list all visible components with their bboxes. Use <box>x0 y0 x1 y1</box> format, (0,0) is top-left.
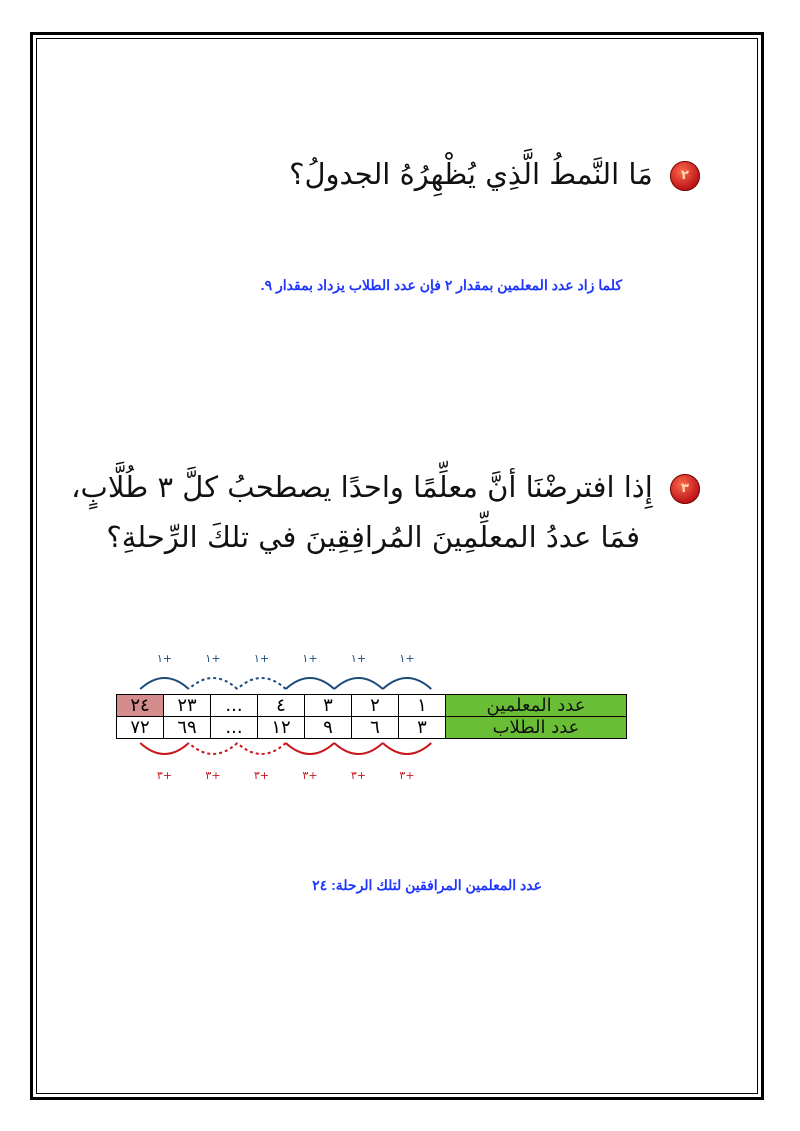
student-step-label: ٣+ <box>350 769 367 782</box>
student-step-arc <box>334 743 383 754</box>
teacher-step-label: ١+ <box>156 652 173 665</box>
student-cell: ٩ <box>305 717 352 739</box>
teacher-step-arc <box>286 678 335 689</box>
question-number-badge-icon: ٣ <box>670 474 700 504</box>
teacher-cell: ٣ <box>305 695 352 717</box>
student-cell: ... <box>211 717 258 739</box>
teacher-step-arc <box>189 678 238 689</box>
teachers-row-label: عدد المعلمين <box>446 695 627 717</box>
student-step-label: ٣+ <box>302 769 318 782</box>
teacher-cell: ٢ <box>352 695 399 717</box>
student-step-label: ٣+ <box>253 769 270 782</box>
teacher-cell: ٢٣ <box>164 695 211 717</box>
answer-2: عدد المعلمين المرافقين لتلك الرحلة: ٢٤ <box>312 877 542 893</box>
teacher-cell-answer: ٢٤ <box>117 695 164 717</box>
student-step-label: ٣+ <box>156 769 173 782</box>
teacher-step-label: ١+ <box>253 652 270 665</box>
question-1 <box>140 152 700 196</box>
student-cell: ١٢ <box>258 717 305 739</box>
teacher-step-arc <box>334 678 383 689</box>
students-row <box>117 717 627 739</box>
question-1-text: مَا النَّمطُ الَّذِي يُظْهِرُهُ الجدولُ؟ <box>289 157 653 191</box>
student-step-arc <box>286 743 335 754</box>
page-border-inner <box>36 38 758 1094</box>
teacher-cell: ٤ <box>258 695 305 717</box>
student-cell: ٦ <box>352 717 399 739</box>
teacher-step-label: ١+ <box>302 652 318 665</box>
teacher-step-arc <box>383 678 432 689</box>
student-step-arc <box>383 743 432 754</box>
teacher-step-label: ١+ <box>399 652 415 665</box>
teacher-step-arc <box>237 678 286 689</box>
pattern-table <box>116 694 627 739</box>
teachers-row <box>117 695 627 717</box>
teacher-cell: ١ <box>399 695 446 717</box>
question-2 <box>60 462 700 562</box>
student-step-arc <box>140 743 189 754</box>
student-step-arc <box>189 743 238 754</box>
teacher-step-label: ١+ <box>350 652 367 665</box>
student-cell: ٦٩ <box>164 717 211 739</box>
teacher-cell: ... <box>211 695 258 717</box>
pattern-table-figure <box>105 645 685 795</box>
teacher-step-arc <box>140 678 189 689</box>
question-number-badge-icon: ٢ <box>670 161 700 191</box>
student-cell: ٣ <box>399 717 446 739</box>
student-cell: ٧٢ <box>117 717 164 739</box>
student-step-arc <box>237 743 286 754</box>
question-2-line-1: إِذا افترضْنَا أنَّ معلِّمًا واحدًا يصطحبُ كلَّ ٣ طُلَّابٍ، <box>71 470 653 504</box>
question-2-line-2: فمَا عددُ المعلِّمِينَ المُرافِقِينَ في تلكَ الرِّحلةِ؟ <box>106 520 640 554</box>
student-step-label: ٣+ <box>205 769 221 782</box>
student-step-label: ٣+ <box>399 769 415 782</box>
answer-1: كلما زاد عدد المعلمين بمقدار ٢ فإن عدد الطلاب يزداد بمقدار ٩. <box>260 277 622 293</box>
students-row-label: عدد الطلاب <box>446 717 627 739</box>
teacher-step-label: ١+ <box>205 652 221 665</box>
